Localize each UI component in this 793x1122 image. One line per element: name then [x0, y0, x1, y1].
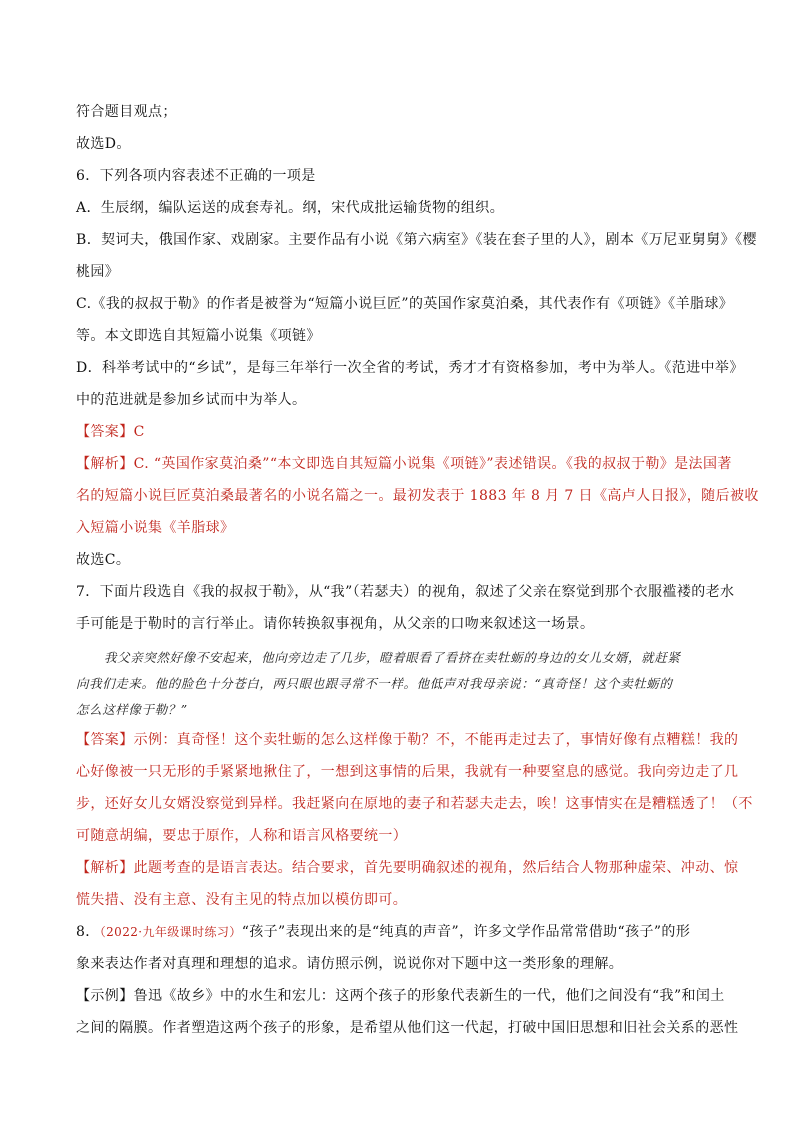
option-d-cont: 中的范进就是参加乡试而中为举人。 — [76, 392, 307, 408]
option-a: A．生辰纲，编队运送的成套寿礼。纲，宋代成批运输货物的组织。 — [76, 200, 505, 216]
answer-7-cont: 心好像被一只无形的手紧紧地揪住了，一想到这事情的后果，我就有一种要窒息的感觉。我向旁边走了几 — [76, 764, 739, 780]
answer-7-cont: 步，还好女儿女婿没察觉到异样。我赶紧向在原地的妻子和若瑟夫走去，唉！这事情实在是糟糕透了！（不 — [76, 796, 753, 812]
text-line: 符合题目观点； — [76, 104, 177, 120]
option-d: D．科举考试中的“乡试”，是每三年举行一次全省的考试，秀才才有资格参加，考中为举人。《范进中举》 — [76, 360, 744, 376]
option-b-cont: 桃园》 — [76, 264, 120, 280]
answer-7: 【答案】示例：真奇怪！这个卖牡蛎的怎么这样像于勒？不，不能再走过去了，事情好像有点糟糕！我的 — [76, 732, 739, 748]
text-line: 故选C。 — [76, 552, 131, 568]
option-c-cont: 等。本文即选自其短篇小说集《项链》 — [76, 328, 321, 344]
answer-6: 【答案】C — [76, 424, 145, 440]
analysis-6-cont: 名的短篇小说巨匠莫泊桑最著名的小说名篇之一。最初发表于 1883 年 8 月 7 日《高卢人日报》，随后被收 — [76, 488, 759, 504]
question-6-stem: 6．下列各项内容表述不正确的一项是 — [76, 168, 316, 184]
text-line: 故选D。 — [76, 136, 131, 152]
option-b: B．契诃夫，俄国作家、戏剧家。主要作品有小说《第六病室》《装在套子里的人》，剧本《万尼亚舅舅》《樱 — [76, 232, 757, 248]
excerpt-quote: 怎么这样像于勒？” — [76, 702, 188, 717]
analysis-7: 【解析】此题考查的是语言表达。结合要求，首先要明确叙述的视角，然后结合人物那种虚荣、冲动、惊 — [76, 860, 739, 876]
question-8-stem — [76, 922, 690, 942]
analysis-6: 【解析】C. “英国作家莫泊桑”“本文即选自其短篇小说集《项链》”表述错误。《我的叔叔于勒》是法国著 — [76, 456, 732, 472]
analysis-7-cont: 慌失措、没有主意、没有主见的特点加以模仿即可。 — [76, 892, 408, 908]
excerpt-quote: 我父亲突然好像不安起来，他向旁边走了几步，瞪着眼看了看挤在卖牡蛎的身边的女儿女婿，就赶紧 — [104, 650, 681, 665]
source-tag: （2022·九年级课时练习） — [99, 925, 242, 939]
question-number: 8． — [76, 924, 100, 940]
question-text: “孩子”表现出来的是“纯真的声音”，许多文学作品常常借助“孩子”的形 — [241, 924, 691, 940]
question-8-stem-cont: 象来表达作者对真理和理想的追求。请仿照示例，说说你对下题中这一类形象的理解。 — [76, 956, 624, 972]
answer-7-cont: 可随意胡编，要忠于原作，人称和语言风格要统一） — [76, 828, 408, 844]
analysis-6-cont: 入短篇小说集《羊脂球》 — [76, 520, 235, 536]
excerpt-quote: 向我们走来。他的脸色十分苍白，两只眼也跟寻常不一样。他低声对我母亲说：“真奇怪！这个卖牡蛎的 — [76, 676, 673, 691]
option-c: C.《我的叔叔于勒》的作者是被誉为“短篇小说巨匠”的英国作家莫泊桑，其代表作有《项链》《羊脂球》 — [76, 296, 734, 312]
example-8: 【示例】鲁迅《故乡》中的水生和宏儿：这两个孩子的形象代表新生的一代，他们之间没有“我”和闰土 — [76, 988, 725, 1004]
question-7-stem-cont: 手可能是于勒时的言行举止。请你转换叙事视角，从父亲的口吻来叙述这一场景。 — [76, 616, 595, 632]
example-8-cont: 之间的隔膜。作者塑造这两个孩子的形象，是希望从他们这一代起，打破中国旧思想和旧社会关系的恶性 — [76, 1020, 739, 1036]
question-7-stem: 7．下面片段选自《我的叔叔于勒》，从“我”（若瑟夫）的视角，叙述了父亲在察觉到那个衣服褴褛的老水 — [76, 584, 735, 600]
